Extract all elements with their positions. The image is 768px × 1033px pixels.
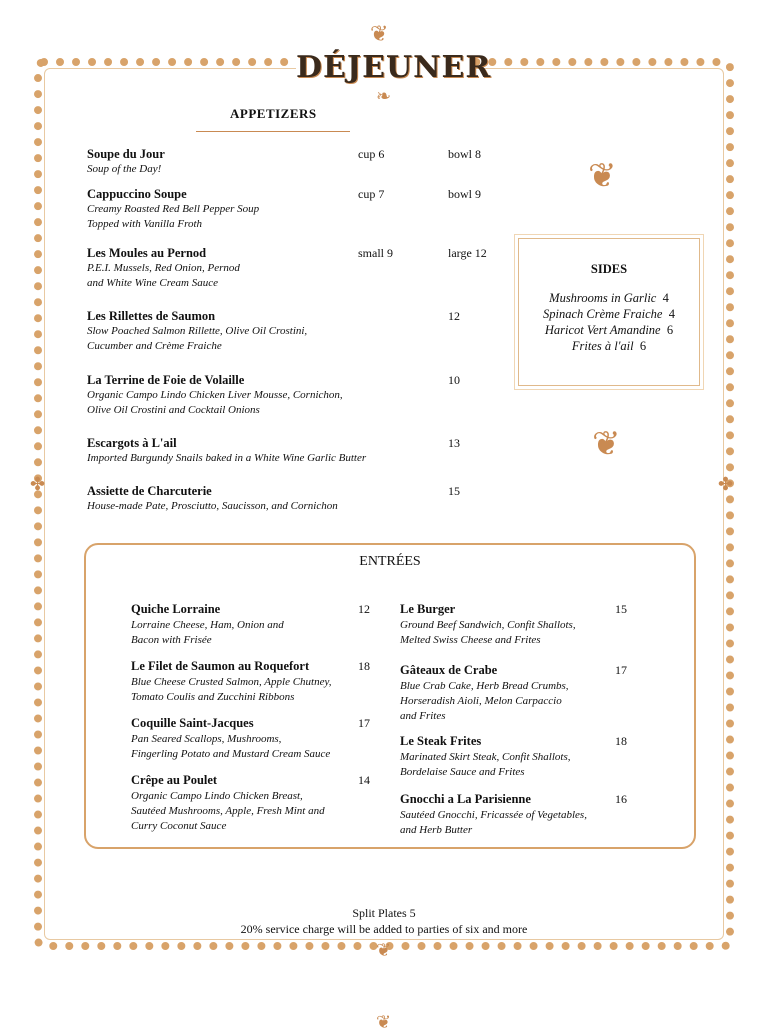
- appetizer-description: Soup of the Day!: [87, 163, 162, 175]
- entree-price: 15: [615, 602, 627, 616]
- appetizer-price-small: cup 7: [358, 187, 385, 201]
- appetizer-price: bowl 8: [448, 147, 481, 161]
- entree-price: 12: [358, 602, 370, 616]
- appetizer-price-small: cup 6: [358, 147, 385, 161]
- side-item-name: Haricot Vert Amandine: [544, 323, 661, 337]
- appetizer-name: La Terrine de Foie de Volaille: [87, 373, 245, 387]
- appetizer-description: Slow Poached Salmon Rillette, Olive Oil Crostini,: [87, 325, 308, 337]
- appetizer-price: 15: [448, 484, 460, 498]
- appetizer-name: Les Rillettes de Saumon: [87, 309, 216, 323]
- appetizer-name: Les Moules au Pernod: [87, 246, 207, 260]
- side-item-name: Frites à l'ail: [571, 339, 634, 353]
- appetizer-description: Olive Oil Crostini and Cocktail Onions: [87, 404, 260, 416]
- left-mid-flourish-icon: ✤: [30, 474, 46, 495]
- entree-description: Organic Campo Lindo Chicken Breast,: [131, 790, 303, 802]
- side-item: [518, 339, 700, 354]
- entree-name: Gnocchi a La Parisienne: [400, 792, 531, 806]
- entrees-heading: ENTRÉES: [359, 554, 421, 569]
- side-item-price: 4: [656, 291, 669, 305]
- side-item: [518, 291, 700, 306]
- appetizer-name: Escargots à L'ail: [87, 436, 177, 450]
- entree-name: Gâteaux de Crabe: [400, 663, 498, 677]
- entree-description: Tomato Coulis and Zucchini Ribbons: [131, 691, 295, 703]
- entree-price: 17: [358, 716, 370, 730]
- split-plates-note: Split Plates 5: [352, 906, 416, 920]
- appetizer-description: Creamy Roasted Red Bell Pepper Soup: [87, 203, 260, 215]
- entree-price: 17: [615, 663, 627, 677]
- appetizer-price: 10: [448, 373, 460, 387]
- bottom-flourish-icon: ❦: [376, 940, 392, 961]
- entree-name: Le Burger: [400, 602, 456, 616]
- appetizer-description: Organic Campo Lindo Chicken Liver Mousse, Cornichon,: [87, 389, 343, 401]
- bottom-edge-flourish-icon: ❦: [376, 1012, 392, 1033]
- appetizers-heading: APPETIZERS: [230, 106, 317, 121]
- entree-price: 16: [615, 792, 627, 806]
- entree-name: Crêpe au Poulet: [131, 773, 218, 787]
- entree-description: and Frites: [400, 710, 446, 722]
- entree-description: Bacon with Frisée: [131, 634, 212, 646]
- appetizer-description: Topped with Vanilla Froth: [87, 218, 203, 230]
- entree-description: Sautéed Mushrooms, Apple, Fresh Mint and: [131, 805, 325, 817]
- under-title-flourish-icon: ❧: [376, 86, 392, 107]
- entree-description: Fingerling Potato and Mustard Cream Sauce: [131, 748, 331, 760]
- entree-name: Le Filet de Saumon au Roquefort: [131, 659, 310, 673]
- entree-description: Blue Crab Cake, Herb Bread Crumbs,: [400, 680, 569, 692]
- side-item-name: Spinach Crème Fraiche: [543, 307, 663, 321]
- appetizer-name: Cappuccino Soupe: [87, 187, 187, 201]
- entree-name: Coquille Saint-Jacques: [131, 716, 254, 730]
- entree-description: Lorraine Cheese, Ham, Onion and: [131, 619, 284, 631]
- appetizer-description: P.E.I. Mussels, Red Onion, Pernod: [87, 262, 240, 274]
- entree-price: 18: [358, 659, 370, 673]
- right-mid-flourish-icon: ✤: [718, 474, 734, 495]
- sides-bottom-flourish-icon: ❦: [592, 424, 621, 464]
- appetizer-price: 13: [448, 436, 460, 450]
- service-charge-note: 20% service charge will be added to parties of six and more: [240, 922, 528, 936]
- appetizer-price: 12: [448, 309, 460, 323]
- entree-description: Horseradish Aioli, Melon Carpaccio: [400, 695, 562, 707]
- appetizer-price: bowl 9: [448, 187, 481, 201]
- appetizer-description: Cucumber and Crème Fraiche: [87, 340, 222, 352]
- sides-heading: SIDES: [590, 262, 628, 276]
- entree-description: Ground Beef Sandwich, Confit Shallots,: [400, 619, 576, 631]
- appetizer-price-small: small 9: [358, 246, 393, 260]
- entree-description: and Herb Butter: [400, 824, 473, 836]
- entree-name: Le Steak Frites: [400, 734, 482, 748]
- entree-description: Bordelaise Sauce and Frites: [400, 766, 525, 778]
- top-flourish-icon: ❦: [370, 22, 389, 47]
- entree-description: Curry Coconut Sauce: [131, 820, 227, 832]
- appetizer-name: Soupe du Jour: [87, 147, 165, 161]
- appetizer-description: and White Wine Cream Sauce: [87, 277, 218, 289]
- entree-description: Sautéed Gnocchi, Fricassée of Vegetables,: [400, 809, 587, 821]
- entree-description: Melted Swiss Cheese and Frites: [400, 634, 541, 646]
- entree-price: 18: [615, 734, 627, 748]
- side-item-price: 6: [633, 339, 647, 353]
- page-title: DÉJEUNER: [296, 50, 492, 85]
- side-item-price: 4: [662, 307, 675, 321]
- side-item-price: 6: [660, 323, 674, 337]
- appetizers-rule: [196, 131, 350, 132]
- appetizer-description: Imported Burgundy Snails baked in a White Wine Garlic Butter: [87, 452, 367, 464]
- entree-name: Quiche Lorraine: [131, 602, 221, 616]
- entree-price: 14: [358, 773, 370, 787]
- entree-description: Marinated Skirt Steak, Confit Shallots,: [400, 751, 571, 763]
- side-item: [518, 323, 700, 338]
- side-item-name: Mushrooms in Garlic: [549, 291, 657, 305]
- appetizer-name: Assiette de Charcuterie: [87, 484, 212, 498]
- appetizer-price: large 12: [448, 246, 487, 260]
- entree-description: Blue Cheese Crusted Salmon, Apple Chutney,: [131, 676, 332, 688]
- sides-top-flourish-icon: ❦: [588, 156, 617, 196]
- appetizer-description: House-made Pate, Prosciutto, Saucisson, and Cornichon: [87, 500, 338, 512]
- side-item: [518, 307, 700, 322]
- entree-description: Pan Seared Scallops, Mushrooms,: [131, 733, 282, 745]
